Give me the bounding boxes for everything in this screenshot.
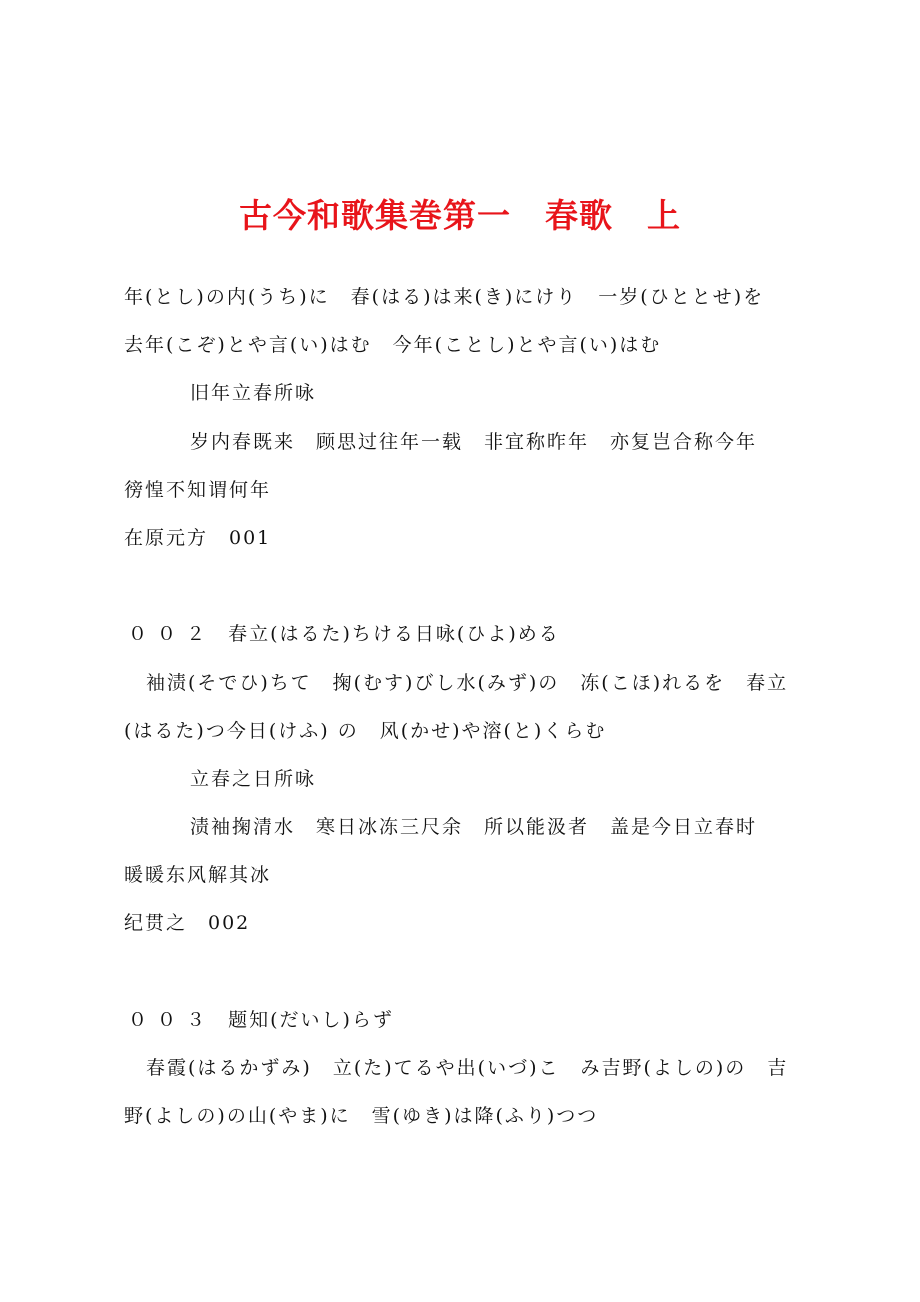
poem-line: 袖渍(そでひ)ちて 掬(むす)びし水(みず)の 冻(こほ)れるを 春立 bbox=[146, 672, 789, 694]
poem-line: 去年(こぞ)とや言(い)はむ 今年(ことし)とや言(い)はむ bbox=[124, 334, 662, 356]
poem-heading: ０ ０ ２ 春立(はるた)ちける日咏(ひよ)める bbox=[128, 623, 560, 645]
preface-text: 旧年立春所咏 bbox=[190, 382, 317, 404]
poem-heading: ０ ０ ３ 题知(だいし)らず bbox=[128, 1009, 394, 1031]
preface-text: 立春之日所咏 bbox=[190, 768, 317, 790]
page-title: 古今和歌集巻第一 春歌 上 bbox=[239, 196, 681, 235]
poem-line: 野(よしの)の山(やま)に 雪(ゆき)は降(ふり)つつ bbox=[124, 1105, 599, 1127]
poem-line: (はるた)つ今日(けふ) の 风(かせ)や溶(と)くらむ bbox=[124, 720, 607, 742]
translation-line: 渍袖掬清水 寒日冰冻三尺余 所以能汲者 盖是今日立春时 bbox=[190, 816, 758, 838]
translation-line: 徬惶不知谓何年 bbox=[124, 479, 272, 501]
poem-line: 春霞(はるかずみ) 立(た)てるや出(いづ)こ み吉野(よしの)の 吉 bbox=[146, 1057, 789, 1079]
poet-attribution: 纪贯之 002 bbox=[124, 912, 251, 934]
translation-line: 岁内春既来 顾思过往年一载 非宜称昨年 亦复岂合称今年 bbox=[190, 431, 758, 453]
poet-attribution: 在原元方 001 bbox=[124, 527, 272, 549]
poem-line: 年(とし)の内(うち)に 春(はる)は来(き)にけり 一岁(ひととせ)を bbox=[124, 286, 765, 308]
translation-line: 暖暖东风解其冰 bbox=[124, 864, 272, 886]
